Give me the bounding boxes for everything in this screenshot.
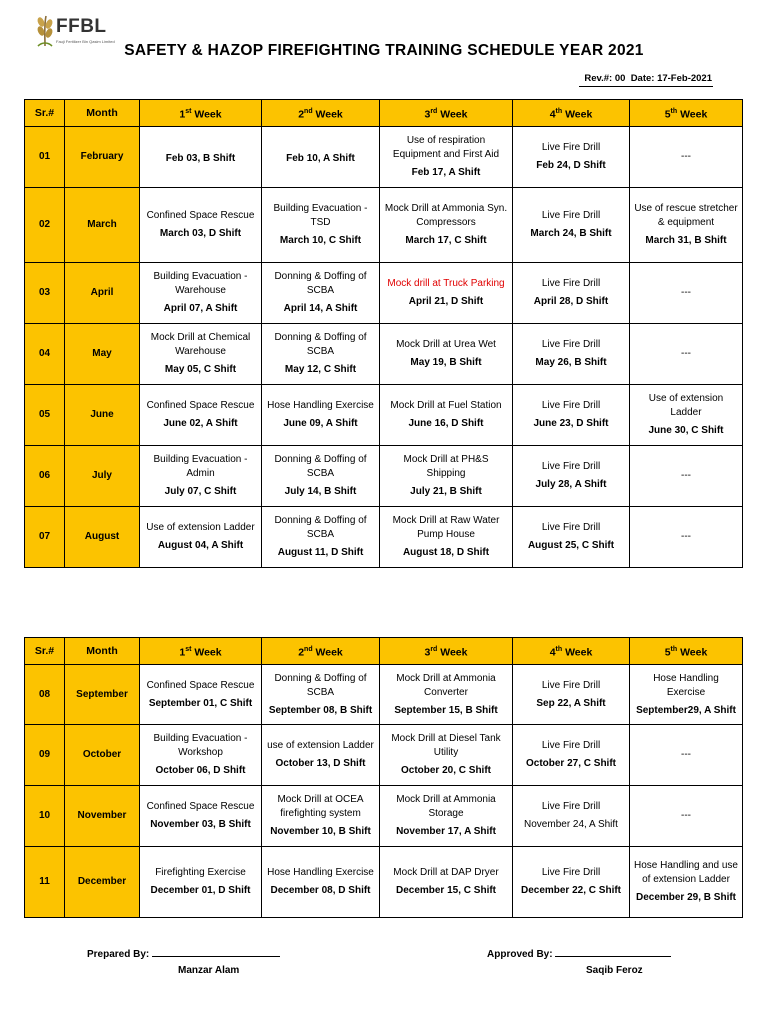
- approved-signature-line: [555, 956, 671, 957]
- week-label: Week: [680, 108, 708, 121]
- schedule-date: December 01, D Shift: [150, 885, 251, 896]
- week-number: 4: [549, 646, 556, 659]
- activity-text: ---: [681, 810, 691, 821]
- schedule-date: October 27, C Shift: [525, 758, 616, 769]
- activity-text: Live Fire Drill: [541, 740, 601, 751]
- schedule-date: August 25, C Shift: [527, 540, 615, 551]
- schedule-cell: [262, 324, 380, 385]
- schedule-date: May 12, C Shift: [284, 364, 357, 375]
- activity-text: Donning & Doffing of SCBA: [274, 332, 367, 357]
- schedule-cell: [513, 127, 630, 188]
- row-sr: 06: [25, 446, 65, 507]
- schedule-cell: [513, 786, 630, 847]
- activity-text: Live Fire Drill: [541, 400, 601, 411]
- schedule-cell: [262, 847, 380, 918]
- schedule-cell: [140, 446, 262, 507]
- schedule-date: April 07, A Shift: [163, 303, 238, 314]
- table-row: [25, 188, 743, 263]
- week-label: Week: [440, 646, 468, 659]
- schedule-date: September 08, B Shift: [268, 704, 373, 716]
- schedule-cell: [262, 385, 380, 446]
- schedule-date: October 20, C Shift: [400, 765, 491, 776]
- header-sr: Sr.#: [25, 638, 65, 665]
- schedule-date: March 24, B Shift: [530, 228, 612, 239]
- week-label: Week: [565, 108, 593, 121]
- schedule-cell: [140, 127, 262, 188]
- schedule-cell: [140, 385, 262, 446]
- activity-text: Donning & Doffing of SCBA: [274, 454, 367, 479]
- week-number: 3: [424, 108, 431, 121]
- schedule-date: June 30, C Shift: [648, 425, 724, 436]
- schedule-date: June 02, A Shift: [163, 418, 238, 429]
- schedule-cell: [262, 725, 380, 786]
- schedule-date: November 17, A Shift: [396, 826, 496, 837]
- table-row: [25, 725, 743, 786]
- row-month: September: [65, 665, 140, 725]
- schedule-cell: [513, 446, 630, 507]
- schedule-date: July 21, B Shift: [410, 486, 482, 497]
- header-week-1: [140, 100, 262, 127]
- header-row: [25, 100, 743, 127]
- activity-text: Live Fire Drill: [541, 461, 601, 472]
- row-month: August: [65, 507, 140, 568]
- schedule-cell: [630, 263, 743, 324]
- row-month: July: [65, 446, 140, 507]
- schedule-date: August 11, D Shift: [277, 547, 364, 558]
- activity-text: Mock drill at Truck Parking: [387, 278, 505, 289]
- activity-text: Mock Drill at DAP Dryer: [393, 867, 499, 878]
- schedule-cell: [380, 847, 513, 918]
- schedule-date: June 23, D Shift: [533, 418, 609, 429]
- activity-text: Building Evacuation - Warehouse: [153, 271, 248, 296]
- schedule-cell: [630, 725, 743, 786]
- activity-text: Live Fire Drill: [541, 867, 601, 878]
- header-row: [25, 638, 743, 665]
- week-label: Week: [194, 108, 222, 121]
- activity-text: Mock Drill at Chemical Warehouse: [150, 332, 251, 357]
- schedule-date: July 07, C Shift: [164, 486, 237, 497]
- schedule-date: November 03, B Shift: [150, 819, 251, 830]
- schedule-date: Feb 10, A Shift: [286, 153, 355, 164]
- schedule-date: September29, A Shift: [636, 704, 736, 716]
- schedule-cell: [140, 324, 262, 385]
- activity-text: Donning & Doffing of SCBA: [274, 515, 367, 540]
- schedule-cell: [630, 847, 743, 918]
- schedule-cell: [262, 263, 380, 324]
- activity-text: Donning & Doffing of SCBA: [274, 672, 367, 698]
- schedule-cell: [630, 188, 743, 263]
- week-number: 2: [298, 646, 305, 659]
- header-sr: Sr.#: [25, 100, 65, 127]
- activity-text: Mock Drill at Diesel Tank Utility: [391, 733, 501, 758]
- schedule-date: September 01, C Shift: [148, 697, 253, 709]
- row-month: November: [65, 786, 140, 847]
- activity-text: Hose Handling Exercise: [267, 400, 374, 411]
- schedule-cell: [140, 725, 262, 786]
- row-month: May: [65, 324, 140, 385]
- schedule-cell: [380, 263, 513, 324]
- row-month: December: [65, 847, 140, 918]
- activity-text: Live Fire Drill: [541, 522, 601, 533]
- activity-text: ---: [681, 348, 691, 359]
- schedule-cell: [380, 725, 513, 786]
- schedule-date: December 22, C Shift: [520, 885, 622, 896]
- schedule-date: Feb 17, A Shift: [411, 167, 481, 178]
- week-label: Week: [565, 646, 593, 659]
- schedule-date: May 05, C Shift: [164, 364, 237, 375]
- schedule-cell: [140, 847, 262, 918]
- week-number: 1: [179, 646, 186, 659]
- row-sr: 07: [25, 507, 65, 568]
- schedule-cell: [140, 188, 262, 263]
- activity-text: ---: [681, 749, 691, 760]
- activity-text: Confined Space Rescue: [146, 679, 255, 691]
- activity-text: Use of extension Ladder: [648, 393, 724, 418]
- schedule-date: Sep 22, A Shift: [536, 697, 606, 709]
- activity-text: Live Fire Drill: [541, 801, 601, 812]
- schedule-cell: [630, 446, 743, 507]
- schedule-cell: [262, 665, 380, 725]
- schedule-date: October 13, D Shift: [275, 758, 366, 769]
- row-month: June: [65, 385, 140, 446]
- row-month: April: [65, 263, 140, 324]
- header-week-4: [513, 100, 630, 127]
- schedule-date: November 10, B Shift: [270, 826, 371, 837]
- header-month: Month: [65, 100, 140, 127]
- activity-text: use of extension Ladder: [267, 740, 374, 751]
- activity-text: Mock Drill at PH&S Shipping: [403, 454, 489, 479]
- activity-text: Building Evacuation - Admin: [153, 454, 248, 479]
- schedule-cell: [630, 127, 743, 188]
- revision-info: [584, 73, 712, 84]
- activity-text: Live Fire Drill: [541, 278, 601, 289]
- schedule-date: August 18, D Shift: [402, 547, 490, 558]
- schedule-date: April 21, D Shift: [408, 296, 484, 307]
- revision-underline: [579, 86, 713, 87]
- activity-text: Use of rescue stretcher & equipment: [634, 203, 738, 228]
- schedule-date: April 14, A Shift: [283, 303, 358, 314]
- activity-text: Use of extension Ladder: [146, 522, 255, 533]
- schedule-table-1: [24, 99, 743, 568]
- activity-text: Mock Drill at Urea Wet: [396, 339, 496, 350]
- row-sr: 10: [25, 786, 65, 847]
- week-suffix: th: [555, 107, 563, 115]
- activity-text: Mock Drill at Raw Water Pump House: [392, 515, 500, 540]
- week-label: Week: [440, 108, 468, 121]
- activity-text: Hose Handling Exercise: [267, 867, 374, 878]
- schedule-cell: [262, 127, 380, 188]
- schedule-date: September 15, B Shift: [394, 704, 498, 716]
- week-number: 4: [549, 108, 556, 121]
- week-suffix: rd: [430, 107, 438, 115]
- revision-date: Date: 17-Feb-2021: [630, 73, 712, 84]
- activity-text: ---: [681, 470, 691, 481]
- activity-text: ---: [681, 151, 691, 162]
- schedule-cell: [262, 507, 380, 568]
- row-sr: 09: [25, 725, 65, 786]
- activity-text: Live Fire Drill: [541, 142, 601, 153]
- prepared-by-label: Prepared By:: [87, 949, 150, 960]
- week-suffix: th: [670, 645, 678, 653]
- row-sr: 02: [25, 188, 65, 263]
- week-label: Week: [315, 108, 343, 121]
- schedule-cell: [513, 188, 630, 263]
- approved-by-label: Approved By:: [487, 949, 553, 960]
- table-row: [25, 263, 743, 324]
- schedule-cell: [262, 786, 380, 847]
- table-row: [25, 847, 743, 918]
- schedule-cell: [630, 324, 743, 385]
- header-week-4: [513, 638, 630, 665]
- activity-text: Building Evacuation - TSD: [273, 203, 368, 228]
- row-sr: 01: [25, 127, 65, 188]
- schedule-date: May 26, B Shift: [535, 357, 607, 368]
- table-row: [25, 446, 743, 507]
- prepared-signature-line: [152, 956, 280, 957]
- schedule-cell: [513, 847, 630, 918]
- schedule-date: June 16, D Shift: [408, 418, 484, 429]
- schedule-date: Feb 03, B Shift: [165, 153, 236, 164]
- schedule-cell: [380, 385, 513, 446]
- activity-text: Hose Handling and use of extension Ladder: [634, 860, 738, 885]
- schedule-cell: [513, 725, 630, 786]
- schedule-date: October 06, D Shift: [155, 765, 246, 776]
- schedule-cell: [513, 263, 630, 324]
- schedule-cell: [380, 324, 513, 385]
- header-week-5: [630, 638, 743, 665]
- activity-text: Hose Handling Exercise: [653, 672, 719, 698]
- activity-text: Mock Drill at Ammonia Syn. Compressors: [384, 203, 508, 228]
- schedule-date: July 14, B Shift: [284, 486, 357, 497]
- schedule-date: July 28, A Shift: [535, 479, 607, 490]
- logo-subtitle: Fauji Fertilizer Bin Qasim Limited: [56, 39, 115, 44]
- schedule-cell: [630, 507, 743, 568]
- row-month: March: [65, 188, 140, 263]
- schedule-date: December 29, B Shift: [635, 892, 737, 903]
- schedule-date: March 17, C Shift: [405, 235, 487, 246]
- activity-text: Confined Space Rescue: [146, 400, 255, 411]
- schedule-cell: [262, 188, 380, 263]
- header-week-2: [262, 638, 380, 665]
- row-sr: 08: [25, 665, 65, 725]
- activity-text: ---: [681, 287, 691, 298]
- schedule-cell: [140, 507, 262, 568]
- week-suffix: th: [670, 107, 678, 115]
- activity-text: Use of respiration Equipment and First Aid: [392, 135, 500, 160]
- schedule-cell: [380, 665, 513, 725]
- week-label: Week: [680, 646, 708, 659]
- schedule-table-2: [24, 637, 743, 918]
- schedule-cell: [513, 385, 630, 446]
- page-title: SAFETY & HAZOP FIREFIGHTING TRAINING SCHEDULE YEAR 2021: [124, 42, 644, 59]
- schedule-date: March 03, D Shift: [159, 228, 242, 239]
- activity-text: Live Fire Drill: [541, 339, 601, 350]
- logo-text: FFBL: [56, 16, 107, 37]
- row-sr: 05: [25, 385, 65, 446]
- row-month: February: [65, 127, 140, 188]
- activity-text: Mock Drill at Fuel Station: [390, 400, 502, 411]
- activity-text: Mock Drill at Ammonia Converter: [396, 672, 496, 698]
- revision-number: Rev.#: 00: [584, 73, 626, 84]
- schedule-cell: [630, 665, 743, 725]
- schedule-cell: [380, 507, 513, 568]
- week-number: 2: [298, 108, 305, 121]
- week-number: 1: [179, 108, 186, 121]
- schedule-date: December 08, D Shift: [270, 885, 371, 896]
- schedule-cell: [140, 665, 262, 725]
- row-sr: 04: [25, 324, 65, 385]
- table-row: [25, 385, 743, 446]
- activity-text: Mock Drill at OCEA firefighting system: [277, 794, 364, 819]
- table-row: [25, 127, 743, 188]
- schedule-date: Feb 24, D Shift: [536, 160, 606, 171]
- activity-text: Confined Space Rescue: [146, 801, 255, 812]
- schedule-cell: [513, 665, 630, 725]
- activity-text: Mock Drill at Ammonia Storage: [396, 794, 496, 819]
- schedule-cell: [262, 446, 380, 507]
- header-month: Month: [65, 638, 140, 665]
- week-suffix: nd: [304, 107, 313, 115]
- schedule-cell: [630, 385, 743, 446]
- week-suffix: st: [185, 645, 192, 653]
- week-label: Week: [315, 646, 343, 659]
- week-number: 5: [664, 646, 671, 659]
- row-month: October: [65, 725, 140, 786]
- table-row: [25, 786, 743, 847]
- prepared-by-name: Manzar Alam: [178, 965, 240, 976]
- week-suffix: nd: [304, 645, 313, 653]
- prepared-by: [87, 949, 280, 960]
- schedule-cell: [630, 786, 743, 847]
- header-week-1: [140, 638, 262, 665]
- activity-text: Donning & Doffing of SCBA: [274, 271, 367, 296]
- week-suffix: th: [555, 645, 563, 653]
- week-number: 5: [664, 108, 671, 121]
- week-suffix: st: [185, 107, 192, 115]
- schedule-cell: [513, 507, 630, 568]
- schedule-cell: [380, 786, 513, 847]
- schedule-date: March 31, B Shift: [645, 235, 727, 246]
- table-row: [25, 665, 743, 725]
- row-sr: 11: [25, 847, 65, 918]
- table-row: [25, 324, 743, 385]
- header-week-2: [262, 100, 380, 127]
- week-number: 3: [424, 646, 431, 659]
- schedule-date: May 19, B Shift: [410, 357, 482, 368]
- schedule-date: November 24, A Shift: [524, 819, 618, 830]
- activity-text: Live Fire Drill: [541, 210, 601, 221]
- schedule-cell: [140, 786, 262, 847]
- activity-text: Building Evacuation - Workshop: [153, 733, 248, 758]
- week-suffix: rd: [430, 645, 438, 653]
- table-row: [25, 507, 743, 568]
- schedule-date: June 09, A Shift: [283, 418, 358, 429]
- schedule-cell: [140, 263, 262, 324]
- schedule-date: August 04, A Shift: [157, 540, 244, 551]
- activity-text: Live Fire Drill: [541, 679, 601, 691]
- schedule-cell: [380, 446, 513, 507]
- header-week-5: [630, 100, 743, 127]
- header-week-3: [380, 100, 513, 127]
- row-sr: 03: [25, 263, 65, 324]
- activity-text: Confined Space Rescue: [146, 210, 255, 221]
- schedule-cell: [380, 127, 513, 188]
- header-week-3: [380, 638, 513, 665]
- activity-text: Firefighting Exercise: [155, 867, 246, 878]
- approved-by-name: Saqib Feroz: [586, 965, 643, 976]
- schedule-cell: [513, 324, 630, 385]
- schedule-date: March 10, C Shift: [279, 235, 362, 246]
- schedule-date: April 28, D Shift: [533, 296, 609, 307]
- approved-by: [487, 949, 671, 960]
- week-label: Week: [194, 646, 222, 659]
- schedule-cell: [380, 188, 513, 263]
- schedule-date: December 15, C Shift: [395, 885, 497, 896]
- activity-text: ---: [681, 531, 691, 542]
